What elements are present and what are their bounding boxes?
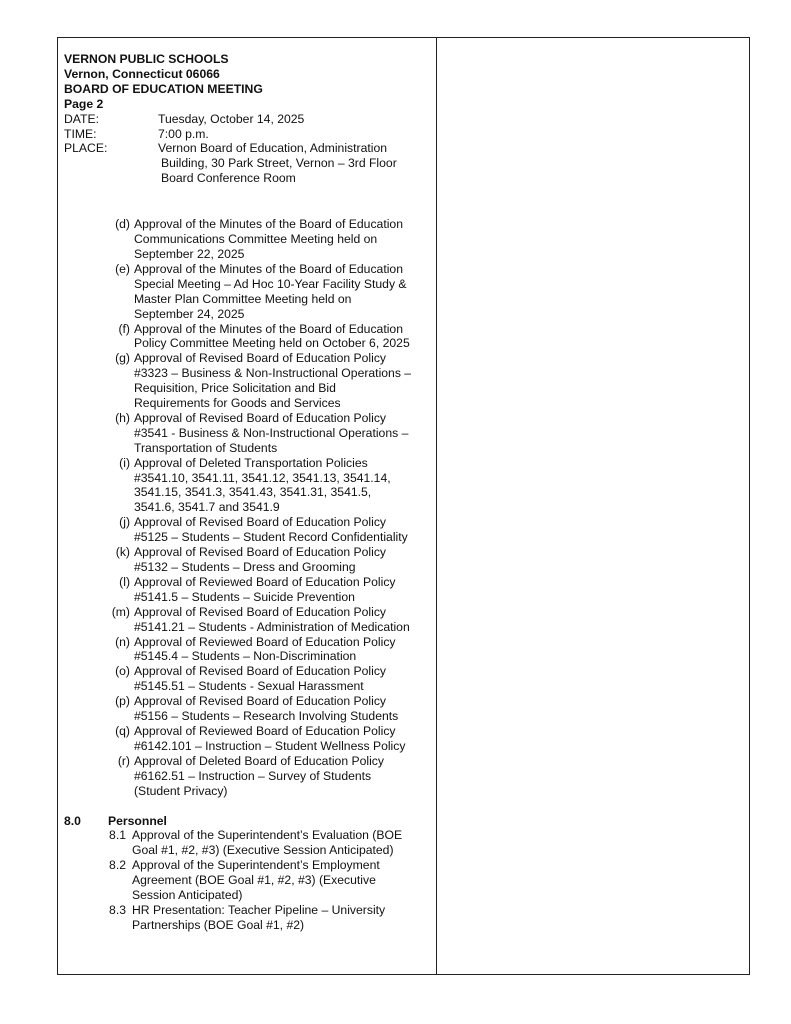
agenda-item (64, 545, 432, 575)
item-line: Approval of Revised Board of Education Policy (134, 410, 387, 425)
item-text (134, 575, 432, 605)
personnel-item-line: Partnerships (BOE Goal #1, #2) (132, 917, 305, 932)
item-text (134, 605, 432, 635)
personnel-item-number: 8.2 (109, 858, 126, 873)
item-line: Approval of Revised Board of Education Policy (134, 604, 387, 619)
item-letter: (e) (115, 261, 130, 276)
personnel-item (64, 903, 432, 933)
agenda-item (64, 754, 432, 799)
item-text (134, 694, 432, 724)
item-line: Requisition, Price Solicitation and Bid (134, 381, 336, 396)
page-frame (57, 37, 750, 975)
time-label: TIME: (64, 126, 97, 141)
section-heading-personnel (64, 814, 432, 829)
item-line: 3541.6, 3541.7 and 3541.9 (134, 500, 280, 515)
personnel-item-line: Approval of the Superintendent’s Evaluation (BOE (132, 828, 403, 843)
personnel-item-text (132, 828, 432, 858)
item-text (134, 754, 432, 799)
item-text (134, 724, 432, 754)
item-line: Approval of Revised Board of Education Policy (134, 515, 387, 530)
column-divider (436, 38, 437, 974)
section-number: 8.0 (64, 813, 81, 828)
district-name: VERNON PUBLIC SCHOOLS (64, 52, 229, 66)
item-text (134, 635, 432, 665)
item-line: #5156 – Students – Research Involving Students (134, 709, 399, 724)
item-line: Approval of Revised Board of Education Policy (134, 694, 387, 709)
document-header (64, 52, 432, 112)
item-line: September 22, 2025 (134, 246, 245, 261)
personnel-item-line: Goal #1, #2, #3) (Executive Session Anticipated) (132, 843, 394, 858)
place-line: Building, 30 Park Street, Vernon – 3rd Floor (161, 156, 397, 171)
item-line: #5145.4 – Students – Non-Discrimination (134, 649, 357, 664)
item-text (134, 515, 432, 545)
item-text (134, 411, 432, 456)
item-line: (Student Privacy) (134, 783, 228, 798)
item-letter: (p) (115, 694, 130, 709)
item-letter: (l) (119, 574, 130, 589)
item-line: Approval of Revised Board of Education Policy (134, 664, 387, 679)
agenda-item (64, 322, 432, 352)
agenda-item (64, 411, 432, 456)
item-line: 3541.15, 3541.3, 3541.43, 3541.31, 3541.5, (134, 485, 372, 500)
item-line: #5141.5 – Students – Suicide Prevention (134, 589, 355, 604)
item-line: Approval of Deleted Transportation Policies (134, 455, 368, 470)
item-line: Approval of the Minutes of the Board of Education (134, 321, 403, 336)
item-line: Approval of Revised Board of Education Policy (134, 351, 387, 366)
item-letter: (d) (115, 217, 130, 232)
item-letter: (k) (115, 545, 130, 560)
item-line: #3323 – Business & Non-Instructional Operations – (134, 366, 412, 381)
item-text (134, 456, 432, 516)
item-line: Approval of the Minutes of the Board of Education (134, 261, 403, 276)
date-row (64, 112, 432, 127)
personnel-item (64, 828, 432, 858)
item-line: Approval of the Minutes of the Board of Education (134, 217, 403, 232)
item-letter: (m) (111, 604, 130, 619)
agenda-item (64, 575, 432, 605)
item-line: Transportation of Students (134, 440, 278, 455)
place-value (158, 141, 432, 186)
personnel-item-line: HR Presentation: Teacher Pipeline – University (132, 902, 386, 917)
item-letter: (h) (115, 410, 130, 425)
item-line: September 24, 2025 (134, 306, 245, 321)
item-line: Policy Committee Meeting held on October 6, 2025 (134, 336, 410, 351)
item-letter: (j) (119, 515, 130, 530)
item-letter: (f) (118, 321, 130, 336)
item-letter: (i) (119, 455, 130, 470)
item-text (134, 545, 432, 575)
personnel-item-line: Session Anticipated) (132, 888, 243, 903)
place-row (64, 141, 432, 186)
personnel-item-line: Agreement (BOE Goal #1, #2, #3) (Executive (132, 873, 376, 888)
item-line: Requirements for Goods and Services (134, 396, 341, 411)
item-line: #5132 – Students – Dress and Grooming (134, 560, 356, 574)
item-line: Master Plan Committee Meeting held on (134, 291, 352, 306)
personnel-item-text (132, 903, 432, 933)
item-line: Approval of Reviewed Board of Education Policy (134, 574, 396, 589)
left-column (64, 52, 432, 933)
agenda-item (64, 605, 432, 635)
agenda-item (64, 664, 432, 694)
agenda-item (64, 351, 432, 411)
item-letter: (r) (117, 753, 130, 768)
item-line: #5141.21 – Students - Administration of Medication (134, 619, 410, 634)
district-location: Vernon, Connecticut 06066 (64, 66, 220, 81)
item-line: Approval of Reviewed Board of Education Policy (134, 723, 396, 738)
item-line: #6162.51 – Instruction – Survey of Students (134, 768, 372, 783)
item-letter: (n) (115, 634, 130, 649)
item-letter: (o) (115, 664, 130, 679)
personnel-item-line: Approval of the Superintendent’s Employment (132, 858, 380, 873)
item-line: #5125 – Students – Student Record Confidentiality (134, 530, 408, 545)
agenda-item (64, 724, 432, 754)
item-line: #6142.101 – Instruction – Student Wellness Policy (134, 738, 406, 753)
meeting-title: BOARD OF EDUCATION MEETING (64, 81, 263, 96)
place-line: Board Conference Room (161, 171, 296, 186)
item-text (134, 262, 432, 322)
section-title: Personnel (108, 813, 167, 828)
agenda-item (64, 217, 432, 262)
item-line: #3541 - Business & Non-Instructional Operations – (134, 425, 409, 440)
personnel-list (64, 828, 432, 932)
place-label: PLACE: (64, 141, 108, 156)
item-line: Special Meeting – Ad Hoc 10-Year Facility Study & (134, 276, 407, 291)
personnel-item-number: 8.1 (109, 828, 126, 843)
item-letter: (g) (115, 351, 130, 366)
agenda-item (64, 694, 432, 724)
agenda-item (64, 515, 432, 545)
item-line: #5145.51 – Students - Sexual Harassment (134, 679, 364, 694)
item-text (134, 217, 432, 262)
item-text (134, 664, 432, 694)
date-label: DATE: (64, 111, 99, 126)
time-row (64, 127, 432, 142)
item-line: Approval of Revised Board of Education Policy (134, 545, 387, 560)
item-letter: (q) (115, 723, 130, 738)
date-value: Tuesday, October 14, 2025 (158, 111, 305, 126)
agenda-list (64, 217, 432, 798)
time-value: 7:00 p.m. (158, 126, 209, 141)
item-line: Approval of Reviewed Board of Education Policy (134, 634, 396, 649)
personnel-item-number: 8.3 (109, 902, 126, 917)
page-number: Page 2 (64, 96, 104, 111)
personnel-item-text (132, 858, 432, 903)
agenda-item (64, 456, 432, 516)
agenda-item (64, 262, 432, 322)
item-line: Communications Committee Meeting held on (134, 232, 378, 247)
item-text (134, 351, 432, 411)
item-text (134, 322, 432, 352)
item-line: Approval of Deleted Board of Education Policy (134, 753, 384, 768)
item-line: #3541.10, 3541.11, 3541.12, 3541.13, 3541.14, (134, 470, 391, 485)
place-line: Vernon Board of Education, Administration (158, 141, 387, 156)
agenda-item (64, 635, 432, 665)
meeting-details (64, 112, 432, 187)
personnel-item (64, 858, 432, 903)
